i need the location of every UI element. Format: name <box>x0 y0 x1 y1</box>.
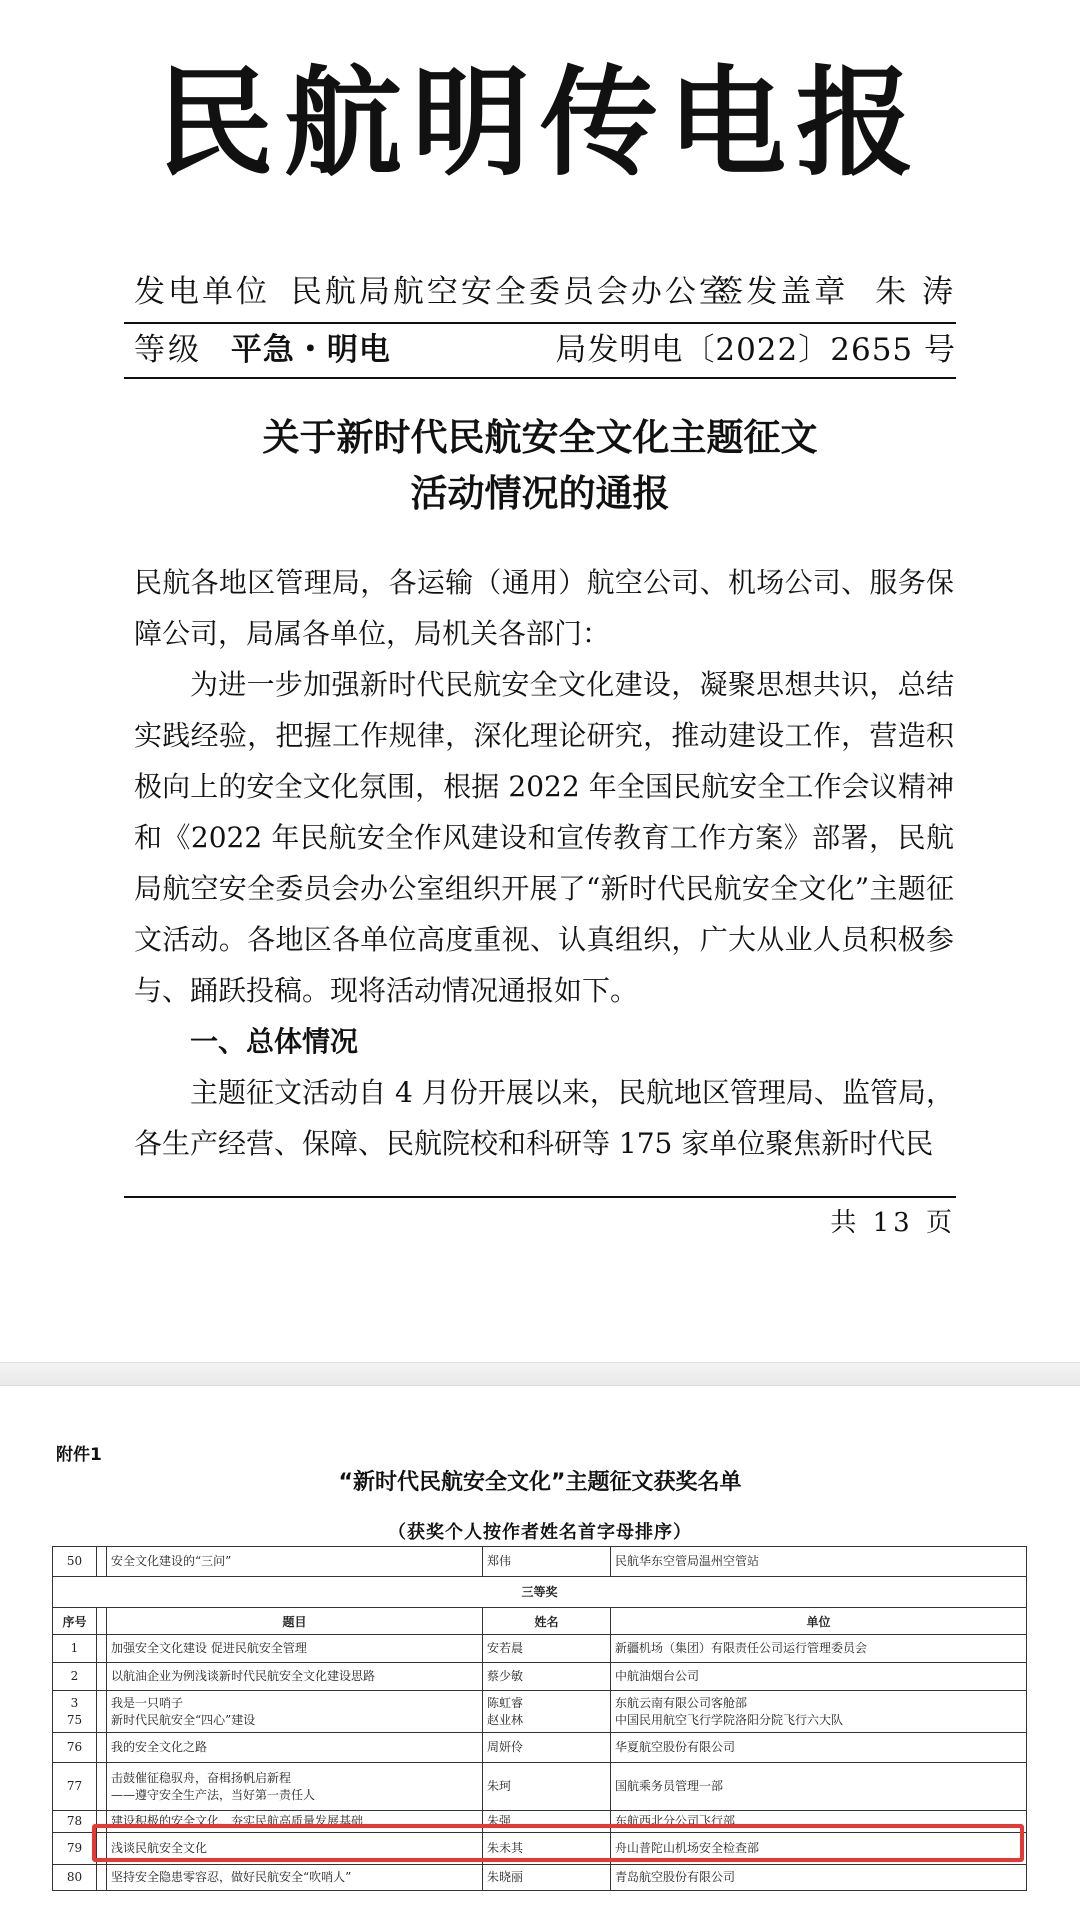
essay-title-a: 击鼓催征稳驭舟，奋楫扬帆启新程 <box>111 1770 292 1785</box>
page-separator <box>0 1362 1080 1386</box>
row-number: 79 <box>53 1833 97 1865</box>
author-name: 朱未其 <box>483 1833 611 1865</box>
author-unit: 华夏航空股份有限公司 <box>611 1733 1027 1763</box>
author-name: 郑伟 <box>483 1547 611 1577</box>
author-unit: 东航西北分公司飞行部 <box>611 1811 1027 1833</box>
footer-divider <box>124 1196 956 1198</box>
essay-title: 建设积极的安全文化，夯实民航高质量发展基础 <box>107 1811 483 1833</box>
header-title: 题目 <box>107 1608 483 1635</box>
row-number: 78 <box>53 1811 97 1833</box>
row-number: 1 <box>53 1635 97 1663</box>
highlight-box <box>92 1824 1024 1862</box>
author-unit <box>611 1691 1027 1733</box>
author-unit: 国航乘务员管理一部 <box>611 1763 1027 1811</box>
notice-body <box>134 557 954 1169</box>
table-row <box>53 1763 1027 1811</box>
document-number: 局发明电〔2022〕2655 号 <box>555 332 956 368</box>
table-row <box>53 1635 1027 1663</box>
essay-title: 安全文化建设的“三问” <box>107 1547 483 1577</box>
notice-title-line-1: 关于新时代民航安全文化主题征文 <box>262 416 818 459</box>
author-name: 朱珂 <box>483 1763 611 1811</box>
sender-line <box>134 272 733 312</box>
notice-title <box>124 410 956 522</box>
sender-label: 发电单位 <box>134 274 270 310</box>
author-unit: 青岛航空股份有限公司 <box>611 1865 1027 1891</box>
page-total: 共 13 页 <box>830 1208 956 1238</box>
salutation: 民航各地区管理局，各运输（通用）航空公司、机场公司、服务保障公司，局属各单位，局机关各部门： <box>134 566 954 650</box>
author-unit-a: 东航云南有限公司客舱部 <box>615 1695 748 1710</box>
award-list-title: “新时代民航安全文化”主题征文获奖名单 <box>338 1470 742 1495</box>
author-name: 朱晓丽 <box>483 1865 611 1891</box>
header-number: 序号 <box>53 1608 97 1635</box>
author-name: 周妍伶 <box>483 1733 611 1763</box>
notice-title-line-2: 活动情况的通报 <box>410 472 670 515</box>
attachment-label: 附件1 <box>56 1445 102 1465</box>
author-name-a: 陈虹睿 <box>487 1695 524 1710</box>
signer-label: 签发盖章 <box>712 274 849 310</box>
level-label: 等级 <box>134 332 202 368</box>
prize-label: 三等奖 <box>53 1577 1027 1608</box>
row-number: 80 <box>53 1865 97 1891</box>
essay-title: 浅谈民航安全文化 <box>107 1833 483 1865</box>
essay-title <box>107 1691 483 1733</box>
essay-title: 以航油企业为例浅谈新时代民航安全文化建设思路 <box>107 1663 483 1691</box>
row-number: 77 <box>53 1763 97 1811</box>
row-number: 2 <box>53 1663 97 1691</box>
essay-title <box>107 1763 483 1811</box>
table-row <box>53 1865 1027 1891</box>
header-divider-1 <box>124 322 956 324</box>
header-unit: 单位 <box>611 1608 1027 1635</box>
essay-title-b: ——遵守安全生产法，当好第一责任人 <box>111 1787 316 1802</box>
table-row <box>53 1547 1027 1577</box>
row-number: 76 <box>53 1733 97 1763</box>
essay-title: 我的安全文化之路 <box>107 1733 483 1763</box>
sender-value: 民航局航空安全委员会办公室 <box>290 274 733 310</box>
essay-title-b: 新时代民航安全“四心”建设 <box>111 1712 256 1727</box>
table-header <box>53 1608 1027 1635</box>
section-heading-1: 一、总体情况 <box>190 1025 359 1058</box>
author-unit: 新疆机场（集团）有限责任公司运行管理委员会 <box>611 1635 1027 1663</box>
essay-title: 坚持安全隐患零容忍，做好民航安全“吹哨人” <box>107 1865 483 1891</box>
author-name-b: 赵业林 <box>487 1712 524 1727</box>
prize-row <box>53 1577 1027 1608</box>
row-number: 50 <box>53 1547 97 1577</box>
author-name: 蔡少敏 <box>483 1663 611 1691</box>
award-list-subtitle: （获奖个人按作者姓名首字母排序） <box>388 1522 692 1543</box>
paragraph-2: 主题征文活动自 4 月份开展以来，民航地区管理局、监管局，各生产经营、保障、民航院校和科研等 175 家单位聚焦新时代民 <box>134 1076 954 1160</box>
masthead-title: 民航明传电报 <box>155 54 924 192</box>
author-name: 朱强 <box>483 1811 611 1833</box>
author-unit: 舟山普陀山机场安全检查部 <box>611 1833 1027 1865</box>
paragraph-1: 为进一步加强新时代民航安全文化建设，凝聚思想共识，总结实践经验，把握工作规律，深化理论研究，推动建设工作，营造积极向上的安全文化氛围，根据 2022 年全国民航安全工作会议精神和《2022 年民航安全作风建设和宣传教育工作方案》部署，民航局航空安全委员会办公室组织开展了“新时代民航安全文化”主题征文活动。各地区各单位高度重视、认真组织，广大从业人员积极参与、踊跃投稿。现将活动情况通报如下。 <box>134 668 954 1007</box>
table-row <box>53 1733 1027 1763</box>
header-divider-2 <box>124 377 956 379</box>
signer-value: 朱 涛 <box>875 274 956 310</box>
essay-title-a: 我是一只哨子 <box>111 1695 184 1710</box>
table-row <box>53 1691 1027 1733</box>
author-name <box>483 1691 611 1733</box>
row-number-a: 3 <box>70 1695 79 1710</box>
signer-line <box>712 272 956 312</box>
level-line <box>134 330 391 370</box>
author-name: 安若晨 <box>483 1635 611 1663</box>
row-number-b: 75 <box>66 1712 83 1727</box>
level-value: 平急・明电 <box>230 332 391 368</box>
author-unit: 中航油烟台公司 <box>611 1663 1027 1691</box>
essay-title: 加强安全文化建设 促进民航安全管理 <box>107 1635 483 1663</box>
row-number <box>53 1691 97 1733</box>
header-name: 姓名 <box>483 1608 611 1635</box>
table-row <box>53 1663 1027 1691</box>
author-unit: 民航华东空管局温州空管站 <box>611 1547 1027 1577</box>
author-unit-b: 中国民用航空飞行学院洛阳分院飞行六大队 <box>615 1712 844 1727</box>
